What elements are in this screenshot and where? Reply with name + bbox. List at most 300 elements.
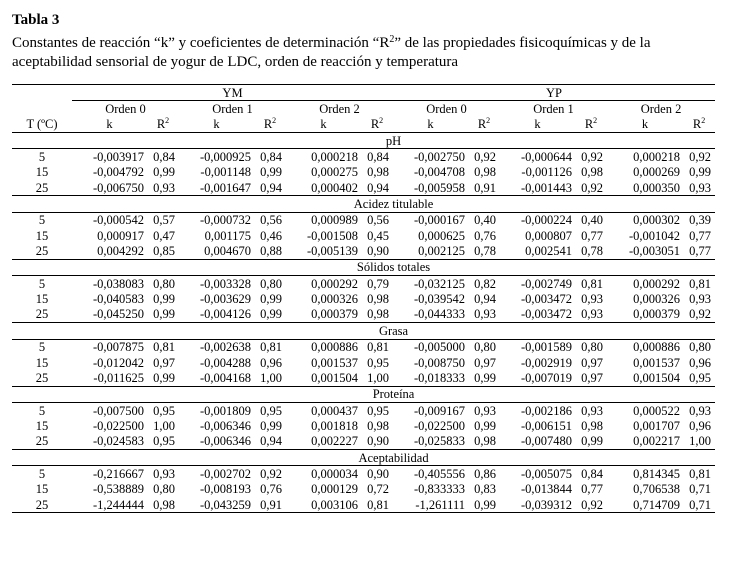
r2-value-cell: 0,99 — [260, 418, 282, 433]
k-value-cell: -0,001148 — [200, 165, 251, 180]
r2-value-cell: 0,95 — [153, 403, 175, 418]
section-title: Sólidos totales — [72, 259, 715, 275]
k-value-cell: -0,002750 — [413, 150, 465, 165]
r2-value-cell: 0,46 — [260, 228, 282, 243]
k-value-cell: 0,000218 — [311, 150, 358, 165]
k-value-cell: -0,002638 — [199, 340, 251, 355]
r2-value-cell: 0,80 — [581, 340, 603, 355]
r2-superscript: 2 — [593, 116, 598, 126]
k-value-cell: 0,000269 — [633, 165, 680, 180]
k-value-cell: -0,006346 — [199, 418, 251, 433]
order-header: Orden 2 — [319, 102, 360, 117]
k-value-cell: -0,007480 — [520, 434, 572, 449]
r2-value-cell: 0,98 — [367, 165, 389, 180]
caption-superscript: 2 — [389, 34, 395, 45]
r2-value-cell: 0,94 — [474, 292, 496, 307]
k-value-cell: -0,002702 — [199, 466, 251, 481]
r2-header — [361, 117, 393, 133]
temperature-cell: 15 — [35, 228, 49, 243]
k-value-cell: -0,005075 — [520, 466, 572, 481]
r2-value-cell: 0,81 — [260, 340, 282, 355]
r2-value-cell: 0,80 — [474, 340, 496, 355]
k-value-cell: 0,004292 — [97, 244, 144, 259]
section-header-row — [12, 196, 715, 212]
order-header: Orden 0 — [426, 102, 467, 117]
table-row — [12, 228, 715, 243]
k-value-cell: -0,004168 — [199, 370, 251, 385]
r2-value-cell: 0,96 — [260, 355, 282, 370]
r2-value-cell: 0,99 — [260, 165, 282, 180]
r2-value-cell: 0,93 — [689, 292, 712, 307]
r2-value-cell: 0,99 — [581, 434, 603, 449]
group-yp: YP — [393, 85, 715, 101]
k-value-cell: -0,043259 — [179, 497, 254, 513]
k-value-cell: -0,005000 — [413, 340, 465, 355]
k-value-cell: 0,000402 — [311, 180, 358, 195]
k-value-cell: -0,004126 — [199, 307, 251, 322]
r2-value-cell: 0,91 — [254, 497, 286, 513]
k-header: k — [179, 117, 254, 133]
r2-value-cell: 0,56 — [367, 213, 389, 228]
r2-value-cell: 0,81 — [153, 340, 175, 355]
k-value-cell: 0,002227 — [311, 434, 358, 449]
r-letter: R — [370, 117, 380, 132]
temp-header: T (ºC) — [12, 117, 72, 133]
temperature-cell: 15 — [35, 292, 49, 307]
k-value-cell: -0,009167 — [413, 403, 465, 418]
r-letter: R — [692, 117, 702, 132]
k-value-cell: -0,024583 — [92, 434, 144, 449]
k-value-cell: -0,001443 — [520, 180, 572, 195]
r2-superscript: 2 — [165, 116, 170, 126]
section-header-row — [12, 449, 715, 465]
section-title: Aceptabilidad — [72, 449, 715, 465]
r2-value-cell: 0,93 — [153, 180, 175, 195]
data-table — [12, 84, 715, 513]
r2-value-cell: 0,84 — [581, 466, 603, 481]
k-value-cell: -0,003051 — [628, 244, 680, 259]
k-value-cell: -0,002186 — [520, 403, 572, 418]
order-header: Orden 1 — [212, 102, 253, 117]
table-row — [12, 339, 715, 355]
section-title: pH — [72, 133, 715, 149]
k-value-cell: -0,002749 — [520, 276, 572, 291]
k-value-cell: 0,000989 — [311, 213, 358, 228]
r2-value-cell: 0,40 — [581, 213, 603, 228]
k-value-cell: -0,039542 — [413, 292, 465, 307]
r2-superscript: 2 — [486, 116, 491, 126]
table-body — [12, 133, 715, 513]
r2-value-cell: 0,81 — [361, 497, 393, 513]
k-value-cell: 0,000302 — [633, 213, 680, 228]
r2-value-cell: 0,79 — [367, 276, 389, 291]
r2-superscript: 2 — [701, 116, 706, 126]
k-value-cell: -0,000925 — [199, 150, 251, 165]
r2-header — [254, 117, 286, 133]
r2-value-cell: 1,00 — [260, 370, 282, 385]
temperature-cell: 5 — [38, 340, 46, 355]
r2-value-cell: 0,83 — [474, 482, 496, 497]
k-value-cell: -0,022500 — [92, 418, 144, 433]
r2-value-cell: 0,95 — [367, 355, 389, 370]
r2-value-cell: 0,45 — [367, 228, 389, 243]
r2-value-cell: 0,95 — [153, 434, 175, 449]
temperature-cell: 15 — [35, 355, 49, 370]
r2-value-cell: 0,97 — [474, 355, 496, 370]
k-value-cell: 0,706538 — [633, 482, 680, 497]
table-row — [12, 307, 715, 323]
k-value-cell: 0,000218 — [633, 150, 680, 165]
r2-value-cell: 0,99 — [153, 370, 175, 385]
r2-value-cell: 0,98 — [147, 497, 179, 513]
k-value-cell: 0,000292 — [633, 276, 680, 291]
r2-value-cell: 0,90 — [367, 466, 389, 481]
r2-value-cell: 0,40 — [474, 213, 496, 228]
table-row — [12, 276, 715, 292]
table-row — [12, 180, 715, 196]
k-value-cell: -0,000167 — [413, 213, 465, 228]
temperature-cell: 15 — [35, 165, 49, 180]
r2-value-cell: 0,84 — [367, 150, 389, 165]
k-value-cell: 0,001175 — [204, 228, 251, 243]
r2-value-cell: 0,93 — [474, 403, 496, 418]
temperature-cell: 25 — [35, 307, 49, 322]
r2-value-cell: 0,93 — [153, 466, 175, 481]
r2-value-cell: 0,77 — [581, 228, 603, 243]
k-value-cell: -0,044333 — [413, 307, 465, 322]
k-value-cell: 0,000326 — [311, 292, 358, 307]
k-value-cell: 0,000807 — [525, 228, 572, 243]
table-row — [12, 243, 715, 259]
k-value-cell: 0,003106 — [286, 497, 361, 513]
k-value-cell: -0,003472 — [520, 307, 572, 322]
k-value-cell: -0,001809 — [199, 403, 251, 418]
k-value-cell: 0,814345 — [633, 466, 680, 481]
r2-value-cell: 0,81 — [689, 276, 712, 291]
temperature-cell: 5 — [38, 466, 46, 481]
r2-value-cell: 0,97 — [581, 370, 603, 385]
k-value-cell: -0,005958 — [413, 180, 465, 195]
temperature-cell: 5 — [38, 213, 46, 228]
k-header: k — [72, 117, 147, 133]
r2-value-cell: 0,98 — [367, 292, 389, 307]
r2-value-cell: 0,78 — [474, 244, 496, 259]
r2-value-cell: 0,72 — [367, 482, 389, 497]
header-blank — [12, 85, 72, 101]
order-header: Orden 0 — [105, 102, 146, 117]
r2-value-cell: 0,81 — [367, 340, 389, 355]
k-value-cell: 0,002217 — [633, 434, 680, 449]
section-title: Acidez titulable — [72, 196, 715, 212]
k-value-cell: 0,000326 — [633, 292, 680, 307]
temperature-cell: 25 — [35, 244, 49, 259]
r2-header — [147, 117, 179, 133]
k-value-cell: 0,000625 — [418, 228, 465, 243]
r2-value-cell: 0,94 — [260, 434, 282, 449]
k-value-cell: 0,000350 — [633, 180, 680, 195]
k-value-cell: -0,045250 — [92, 307, 144, 322]
r2-value-cell: 0,77 — [689, 228, 712, 243]
r2-value-cell: 0,81 — [689, 466, 712, 481]
k-value-cell: -0,022500 — [413, 418, 465, 433]
r2-value-cell: 0,93 — [689, 180, 712, 195]
r2-value-cell: 0,77 — [581, 482, 603, 497]
r2-value-cell: 0,47 — [153, 228, 175, 243]
r2-value-cell: 0,93 — [581, 403, 603, 418]
r2-value-cell: 0,78 — [581, 244, 603, 259]
r2-value-cell: 0,98 — [367, 307, 389, 322]
r2-value-cell: 0,99 — [260, 292, 282, 307]
r2-value-cell: 0,99 — [153, 307, 175, 322]
k-value-cell: -0,005139 — [306, 244, 358, 259]
r2-value-cell: 0,84 — [153, 150, 175, 165]
temperature-cell: 5 — [38, 403, 46, 418]
k-value-cell: -0,040583 — [92, 292, 144, 307]
r2-value-cell: 0,57 — [153, 213, 175, 228]
r2-value-cell: 0,99 — [689, 165, 712, 180]
table-row — [12, 370, 715, 386]
temperature-cell: 25 — [12, 497, 72, 513]
temperature-cell: 5 — [38, 150, 46, 165]
r2-value-cell: 0,99 — [474, 418, 496, 433]
k-value-cell: 0,000379 — [311, 307, 358, 322]
k-value-cell: -1,261111 — [393, 497, 468, 513]
r2-value-cell: 0,88 — [260, 244, 282, 259]
header-row-k-r2 — [12, 117, 715, 133]
k-value-cell: -0,011625 — [93, 370, 144, 385]
k-value-cell: -0,007500 — [92, 403, 144, 418]
r2-value-cell: 0,76 — [260, 482, 282, 497]
section-header-row — [12, 386, 715, 402]
k-value-cell: -0,013844 — [520, 482, 572, 497]
r2-value-cell: 0,81 — [581, 276, 603, 291]
r2-header — [575, 117, 607, 133]
r2-value-cell: 0,39 — [689, 213, 712, 228]
k-value-cell: 0,002541 — [525, 244, 572, 259]
r2-value-cell: 0,97 — [581, 355, 603, 370]
group-ym: YM — [72, 85, 393, 101]
k-value-cell: -0,001126 — [521, 165, 572, 180]
k-value-cell: 0,000292 — [311, 276, 358, 291]
r2-value-cell: 0,56 — [260, 213, 282, 228]
k-value-cell: -0,001647 — [199, 180, 251, 195]
caption-text-1: Constantes de reacción “k” y coeficientes de determinación “R — [12, 35, 390, 51]
table-row — [12, 482, 715, 497]
k-value-cell: -0,004708 — [413, 165, 465, 180]
temperature-cell: 15 — [35, 418, 49, 433]
r2-header — [468, 117, 500, 133]
r2-value-cell: 1,00 — [367, 370, 389, 385]
header-row-groups — [12, 85, 715, 101]
table-row — [12, 497, 715, 513]
temperature-cell: 25 — [35, 180, 49, 195]
k-value-cell: 0,001537 — [311, 355, 358, 370]
k-value-cell: -0,008750 — [413, 355, 465, 370]
r2-value-cell: 0,96 — [689, 418, 712, 433]
r-letter: R — [584, 117, 594, 132]
r2-value-cell: 0,99 — [260, 307, 282, 322]
k-value-cell: -0,000224 — [520, 213, 572, 228]
k-value-cell: -0,538889 — [92, 482, 144, 497]
k-value-cell: -0,025833 — [413, 434, 465, 449]
r2-value-cell: 0,99 — [153, 165, 175, 180]
r2-value-cell: 0,80 — [153, 276, 175, 291]
k-value-cell: 0,001537 — [633, 355, 680, 370]
k-value-cell: -0,002919 — [520, 355, 572, 370]
r2-value-cell: 0,93 — [581, 307, 603, 322]
r-letter: R — [263, 117, 273, 132]
table-row — [12, 418, 715, 433]
k-value-cell: -0,000732 — [199, 213, 251, 228]
k-header: k — [500, 117, 575, 133]
r2-value-cell: 0,98 — [581, 418, 603, 433]
r2-value-cell: 0,91 — [474, 180, 496, 195]
k-value-cell: -0,007875 — [92, 340, 144, 355]
r2-value-cell: 0,80 — [260, 276, 282, 291]
k-value-cell: -0,008193 — [199, 482, 251, 497]
order-header: Orden 2 — [640, 102, 682, 117]
temperature-cell: 25 — [35, 434, 49, 449]
r2-value-cell: 0,76 — [474, 228, 496, 243]
r2-value-cell: 0,98 — [474, 165, 496, 180]
r2-value-cell: 0,94 — [260, 180, 282, 195]
temperature-cell: 25 — [35, 370, 49, 385]
r2-value-cell: 0,92 — [575, 497, 607, 513]
order-header: Orden 1 — [533, 102, 574, 117]
r2-value-cell: 0,99 — [474, 370, 496, 385]
section-header-row — [12, 323, 715, 339]
r2-value-cell: 0,94 — [367, 180, 389, 195]
k-value-cell: -0,000542 — [92, 213, 144, 228]
table-row — [12, 291, 715, 306]
k-value-cell: 0,000034 — [311, 466, 358, 481]
table-row — [12, 402, 715, 418]
k-value-cell: -0,032125 — [413, 276, 465, 291]
r2-value-cell: 0,95 — [689, 370, 712, 385]
k-value-cell: 0,004670 — [204, 244, 251, 259]
r2-value-cell: 0,99 — [153, 292, 175, 307]
r2-superscript: 2 — [272, 116, 277, 126]
r2-value-cell: 0,85 — [153, 244, 175, 259]
temperature-cell: 15 — [35, 482, 49, 497]
k-value-cell: -0,001589 — [520, 340, 572, 355]
k-value-cell: -0,039312 — [500, 497, 575, 513]
section-title: Proteína — [72, 386, 715, 402]
r2-value-cell: 1,00 — [153, 418, 175, 433]
r2-value-cell: 0,82 — [474, 276, 496, 291]
r2-value-cell: 0,92 — [474, 150, 496, 165]
r2-value-cell: 0,84 — [260, 150, 282, 165]
k-value-cell: -0,833333 — [413, 482, 465, 497]
section-header-row — [12, 133, 715, 149]
table-row — [12, 149, 715, 165]
table-caption — [12, 34, 722, 72]
r2-value-cell: 0,92 — [689, 307, 712, 322]
caption-text-2: ” de las propiedades fisicoquímicas y de la aceptabilidad sensorial de yogur de LDC, orden de reacción y temperatura — [12, 35, 651, 70]
r2-header — [683, 117, 715, 133]
r2-value-cell: 0,80 — [153, 482, 175, 497]
k-value-cell: -0,018333 — [413, 370, 465, 385]
k-value-cell: 0,000437 — [311, 403, 358, 418]
k-value-cell: -0,001042 — [628, 228, 680, 243]
r2-value-cell: 0,93 — [581, 292, 603, 307]
table-row — [12, 165, 715, 180]
temperature-cell: 5 — [38, 276, 46, 291]
r2-value-cell: 0,97 — [153, 355, 175, 370]
r2-value-cell: 1,00 — [689, 434, 712, 449]
r2-value-cell: 0,96 — [689, 355, 712, 370]
r2-value-cell: 0,92 — [689, 150, 712, 165]
r2-superscript: 2 — [379, 116, 384, 126]
k-value-cell: 0,000379 — [633, 307, 680, 322]
k-value-cell: -0,003917 — [92, 150, 144, 165]
r2-value-cell: 0,98 — [367, 418, 389, 433]
r2-value-cell: 0,93 — [474, 307, 496, 322]
r2-value-cell: 0,99 — [468, 497, 500, 513]
r2-value-cell: 0,90 — [367, 244, 389, 259]
k-value-cell: 0,000886 — [311, 340, 358, 355]
k-value-cell: -0,216667 — [92, 466, 144, 481]
k-value-cell: 0,714709 — [607, 497, 683, 513]
k-value-cell: 0,000275 — [311, 165, 358, 180]
section-header-row — [12, 259, 715, 275]
k-value-cell: -0,004792 — [92, 165, 144, 180]
k-value-cell: 0,000917 — [97, 228, 144, 243]
k-value-cell: 0,001818 — [311, 418, 358, 433]
k-header: k — [393, 117, 468, 133]
r2-value-cell: 0,80 — [689, 340, 712, 355]
table-header — [12, 85, 715, 133]
table-row — [12, 355, 715, 370]
k-value-cell: -0,000644 — [520, 150, 572, 165]
k-header: k — [607, 117, 683, 133]
r2-value-cell: 0,98 — [474, 434, 496, 449]
k-value-cell: -0,006346 — [199, 434, 251, 449]
r2-value-cell: 0,95 — [260, 403, 282, 418]
k-value-cell: -0,006151 — [520, 418, 572, 433]
k-value-cell: 0,001707 — [633, 418, 680, 433]
k-value-cell: -0,007019 — [520, 370, 572, 385]
r-letter: R — [156, 117, 166, 132]
section-title: Grasa — [72, 323, 715, 339]
r2-value-cell: 0,92 — [581, 180, 603, 195]
k-value-cell: 0,000129 — [311, 482, 358, 497]
k-value-cell: -0,006750 — [92, 180, 144, 195]
table-row — [12, 466, 715, 482]
k-value-cell: -0,001508 — [306, 228, 358, 243]
r2-value-cell: 0,71 — [689, 482, 712, 497]
r2-value-cell: 0,92 — [581, 150, 603, 165]
r2-value-cell: 0,93 — [689, 403, 712, 418]
k-value-cell: 0,001504 — [633, 370, 680, 385]
k-value-cell: -0,012042 — [92, 355, 144, 370]
k-value-cell: 0,002125 — [418, 244, 465, 259]
r2-value-cell: 0,71 — [683, 497, 715, 513]
k-value-cell: -0,038083 — [92, 276, 144, 291]
r2-value-cell: 0,98 — [581, 165, 603, 180]
k-value-cell: 0,000886 — [633, 340, 680, 355]
k-value-cell: -0,405556 — [413, 466, 465, 481]
r2-value-cell: 0,86 — [474, 466, 496, 481]
table-title: Tabla 3 — [12, 12, 60, 28]
table-row — [12, 434, 715, 450]
k-value-cell: -0,003629 — [199, 292, 251, 307]
k-value-cell: -0,003328 — [199, 276, 251, 291]
k-value-cell: 0,000522 — [633, 403, 680, 418]
r-letter: R — [477, 117, 487, 132]
k-header: k — [286, 117, 361, 133]
table-row — [12, 212, 715, 228]
